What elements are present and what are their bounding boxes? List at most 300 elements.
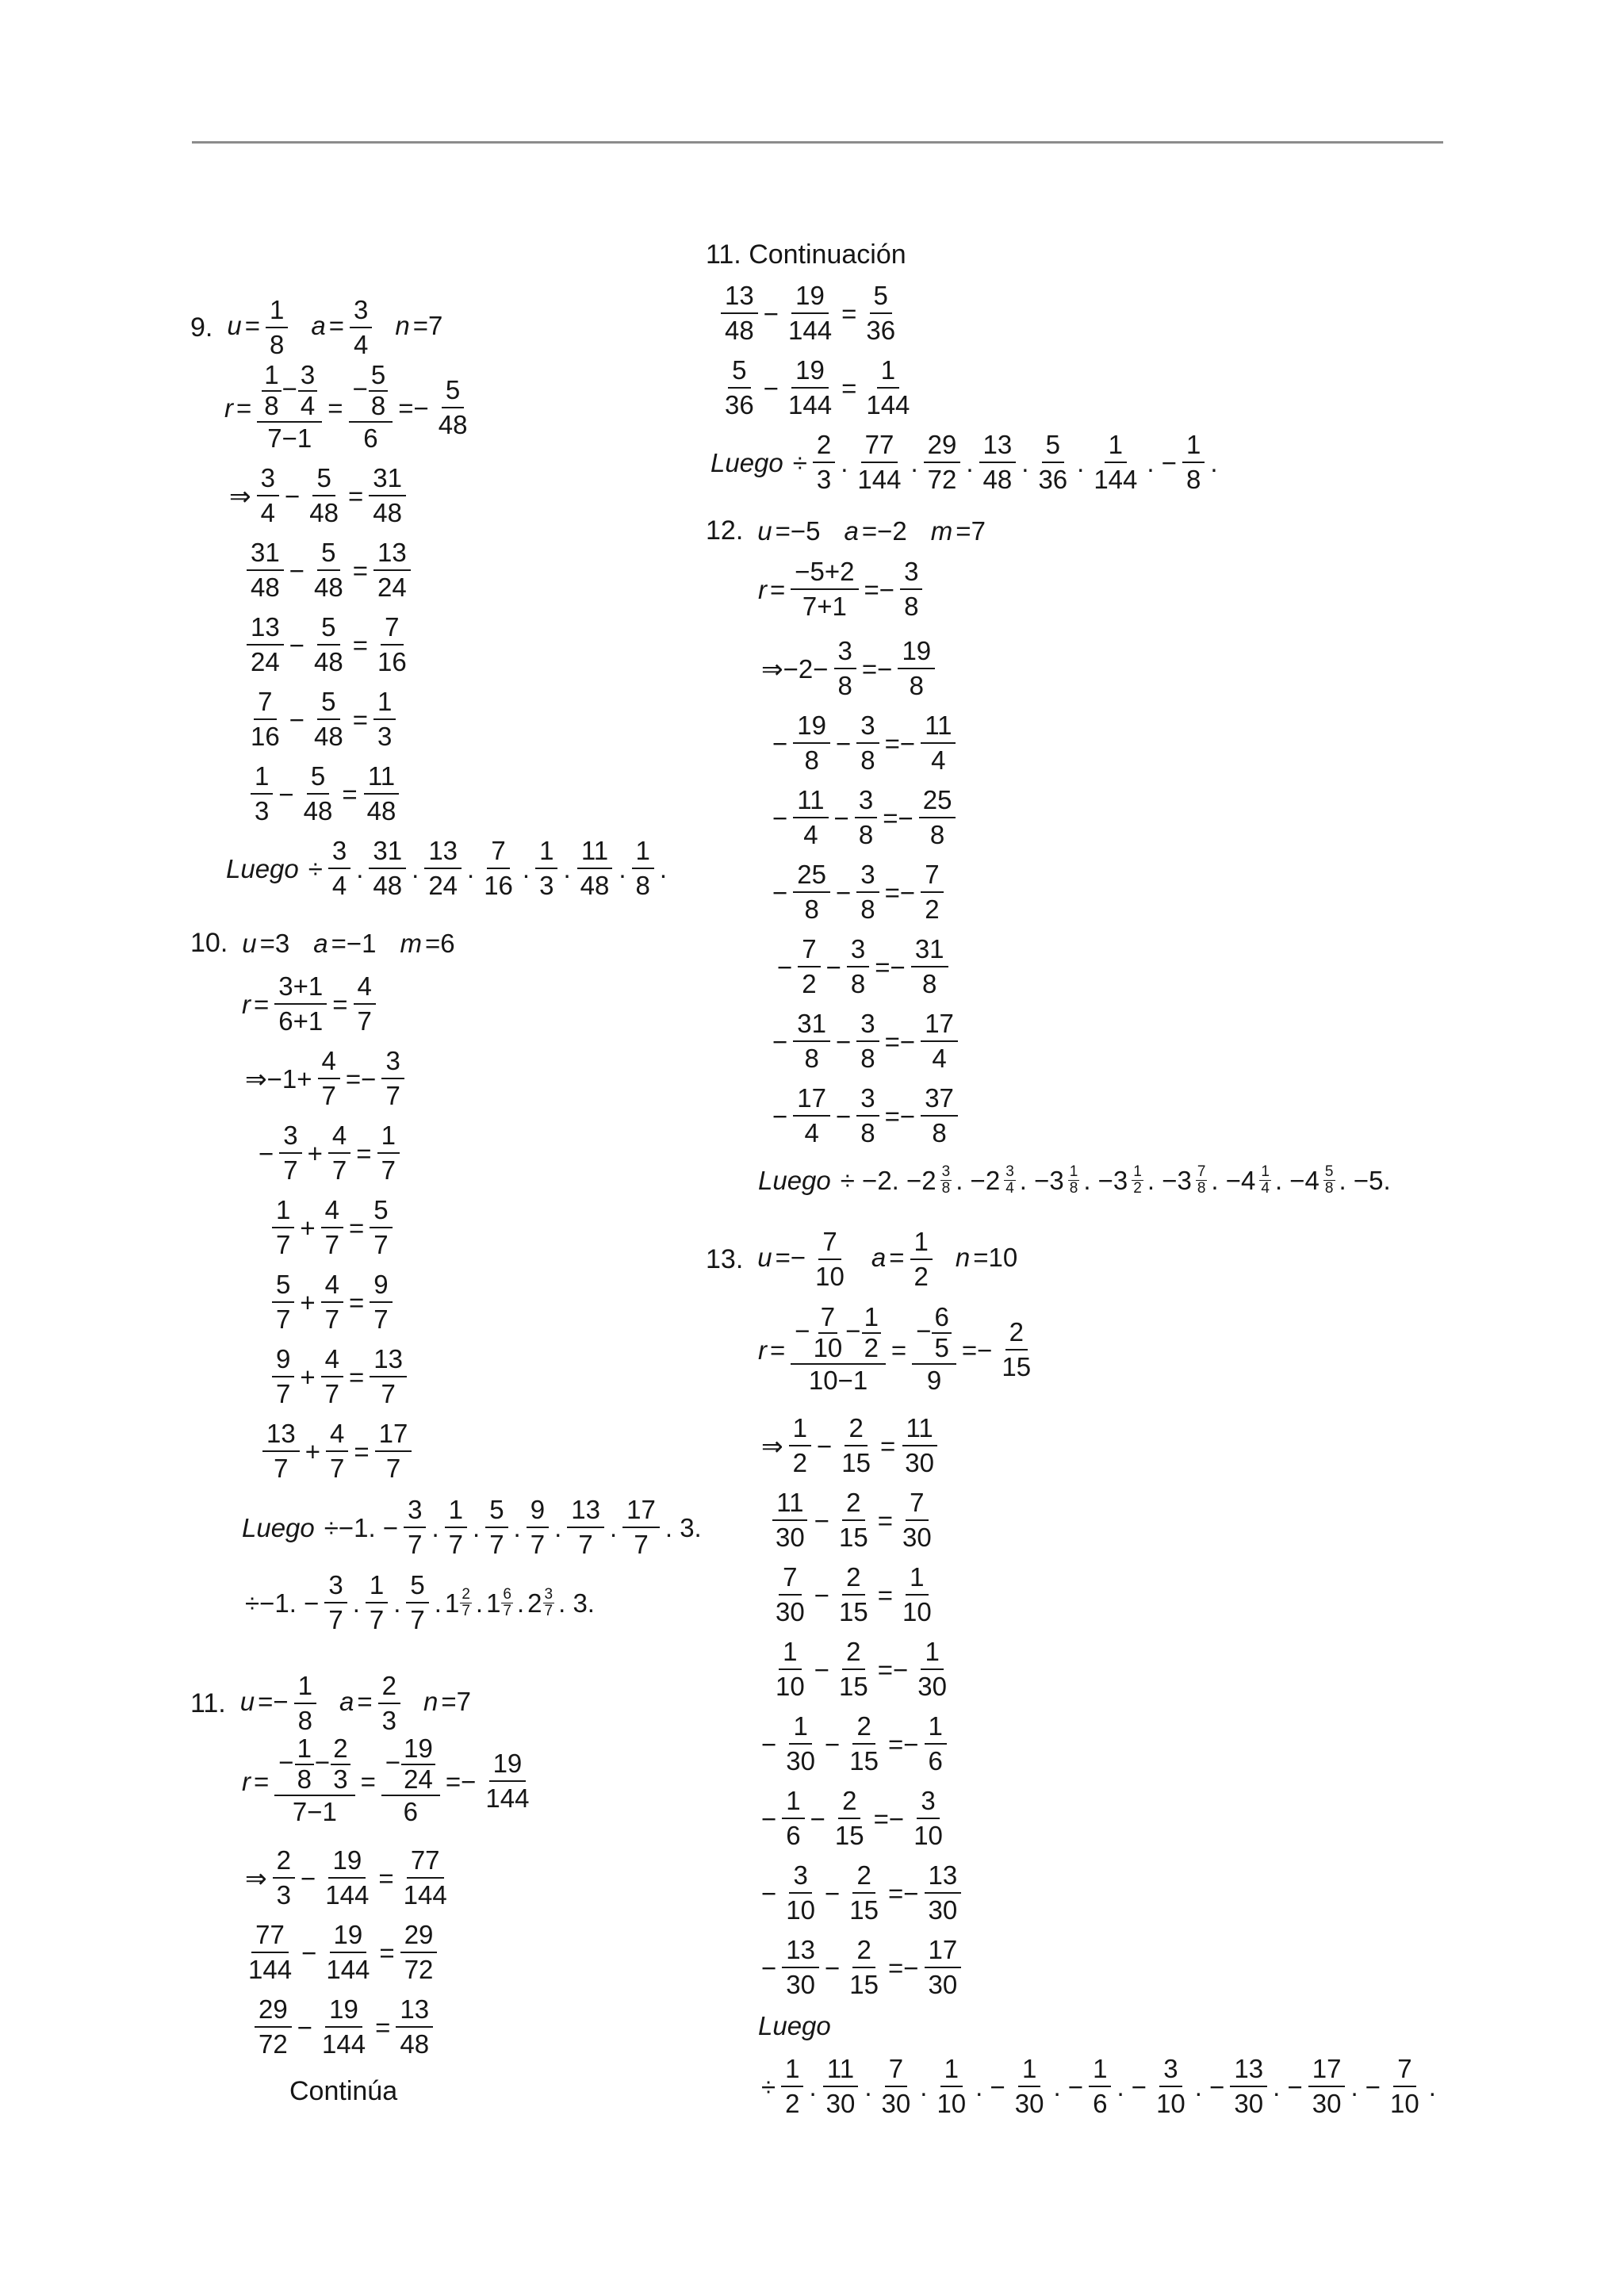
operator-text: − xyxy=(810,1803,825,1833)
operator-text: . xyxy=(412,853,419,883)
fraction xyxy=(835,1635,872,1703)
operator-text: . xyxy=(522,853,530,883)
fraction xyxy=(370,1343,407,1411)
numerator: 7 xyxy=(906,1486,928,1521)
fraction xyxy=(925,1933,962,2002)
denominator: 8 xyxy=(941,1179,951,1197)
denominator: 7+1 xyxy=(802,592,847,622)
fraction xyxy=(898,634,935,703)
numerator: 1 xyxy=(632,834,654,869)
numerator: 17 xyxy=(375,1417,412,1452)
variable: a xyxy=(311,310,326,340)
operator-text: ÷ −2. −2 xyxy=(840,1165,936,1195)
fraction xyxy=(782,1784,804,1852)
header-rule xyxy=(192,141,1443,144)
operator-text: . − xyxy=(1053,2071,1084,2101)
ex9-result xyxy=(226,834,670,902)
denominator: 8 xyxy=(1069,1179,1078,1197)
operator-text: − xyxy=(772,803,788,833)
operator-text: =− xyxy=(884,1101,916,1131)
denominator: 9 xyxy=(926,1365,942,1395)
denominator: 6 xyxy=(786,1821,801,1851)
operator-text: = xyxy=(349,1362,365,1392)
operator-text: . xyxy=(554,1512,562,1542)
fraction xyxy=(501,1587,513,1619)
fraction xyxy=(811,1303,845,1363)
whole-part: 1 xyxy=(486,1588,501,1618)
numerator: 1 xyxy=(272,1193,294,1228)
denominator: 6 xyxy=(928,1746,943,1776)
operator-text: . xyxy=(659,853,668,883)
numerator: 13 xyxy=(925,1859,962,1894)
luego-label: Luego xyxy=(758,1165,831,1195)
numerator: 11 xyxy=(793,783,828,818)
operator-text: . xyxy=(841,447,848,477)
fraction xyxy=(310,685,347,753)
denominator: 48 xyxy=(366,796,396,826)
operator-text: . xyxy=(809,2071,817,2101)
numerator: 3 xyxy=(1159,2052,1182,2087)
denominator: 7 xyxy=(324,1230,339,1260)
fraction xyxy=(279,1119,301,1187)
numerator: 5 xyxy=(728,354,750,389)
fraction xyxy=(900,555,922,623)
denominator: 36 xyxy=(725,390,754,420)
numerator: 3 xyxy=(900,555,922,590)
numerator: 7 xyxy=(779,1561,801,1596)
fraction xyxy=(328,834,350,902)
denominator: 30 xyxy=(825,2089,856,2119)
ex12-result xyxy=(758,1164,1394,1197)
minus-sign: − xyxy=(278,1747,294,1777)
numerator: 3 xyxy=(941,1163,951,1180)
denominator: 2 xyxy=(792,1448,808,1478)
fraction xyxy=(244,1918,296,1986)
fraction xyxy=(480,834,517,902)
compound-fraction xyxy=(381,1734,440,1828)
ex11-step xyxy=(252,1993,435,2061)
fraction xyxy=(321,1844,373,1912)
operator-text: = xyxy=(880,1431,896,1461)
ex13-step xyxy=(769,1635,953,1703)
fraction xyxy=(856,1007,879,1075)
denominator: 15 xyxy=(1002,1352,1032,1382)
numerator: 3 xyxy=(1005,1163,1014,1180)
numerator: 9 xyxy=(370,1268,392,1303)
denominator: 144 xyxy=(866,390,910,420)
operator-text: = xyxy=(356,1138,372,1168)
ex11-ratio xyxy=(242,1734,535,1828)
denominator: 48 xyxy=(982,465,1013,495)
denominator: 15 xyxy=(849,1746,879,1776)
fraction xyxy=(791,555,858,623)
numerator: 5 xyxy=(1042,428,1064,463)
numerator: 2 xyxy=(845,1412,867,1446)
operator-text: − xyxy=(836,1026,852,1056)
fraction xyxy=(831,1784,868,1852)
numerator: 7 xyxy=(818,1225,841,1260)
operator-text: − xyxy=(289,555,304,585)
numerator: 9 xyxy=(272,1343,294,1377)
ex9-given xyxy=(227,293,446,362)
numerator: 11 xyxy=(577,834,612,869)
fraction xyxy=(321,1193,343,1262)
denominator: 3 xyxy=(381,1706,397,1736)
numerator xyxy=(912,1303,956,1365)
fraction xyxy=(272,1343,294,1411)
numerator: 3 xyxy=(917,1784,939,1819)
compound-fraction xyxy=(257,361,322,454)
denominator: 7 xyxy=(321,1081,336,1111)
ex13-step xyxy=(758,1859,963,1927)
operator-text: − xyxy=(825,1878,841,1908)
numerator: 5 xyxy=(312,462,335,496)
operator-text: ⇒ xyxy=(229,481,251,511)
fraction xyxy=(481,1747,533,1815)
denominator: 15 xyxy=(839,1523,868,1553)
operator-text: ⇒ xyxy=(245,1863,267,1893)
fraction xyxy=(845,1933,883,2002)
denominator: 10 xyxy=(786,1895,815,1925)
denominator: 30 xyxy=(1014,2089,1044,2119)
operator-text: =− xyxy=(888,1729,919,1759)
operator-text: = xyxy=(352,555,368,585)
numerator: 5 xyxy=(485,1493,508,1528)
fraction xyxy=(921,1007,958,1075)
denominator: 4 xyxy=(803,820,818,850)
numerator: 2 xyxy=(838,1784,860,1819)
operator-text: = xyxy=(352,630,368,660)
ex11-number: 11. xyxy=(190,1688,226,1719)
denominator: 10−1 xyxy=(808,1365,868,1395)
operator-text: . − xyxy=(1194,2071,1225,2101)
operator-text: =− xyxy=(884,1026,916,1056)
fraction xyxy=(998,1316,1035,1384)
continua-label: Continúa xyxy=(289,2076,398,2106)
fraction xyxy=(370,1268,392,1336)
fraction xyxy=(366,1569,388,1637)
ex11c-step xyxy=(718,354,916,422)
ex13-number: 13. xyxy=(706,1244,744,1275)
fraction xyxy=(377,1119,400,1187)
numerator: 3 xyxy=(328,834,350,869)
denominator: 7 xyxy=(410,1605,425,1635)
denominator: 8 xyxy=(804,745,819,776)
numerator: 2 xyxy=(852,1859,875,1894)
whole-part: 1 xyxy=(444,1588,460,1618)
denominator: 30 xyxy=(786,1746,815,1776)
numerator: 1 xyxy=(940,2052,963,2087)
numerator: 1 xyxy=(366,1569,388,1603)
fraction xyxy=(813,428,835,496)
luego-label: Luego xyxy=(242,1512,315,1542)
fraction xyxy=(835,1561,872,1629)
denominator: 10 xyxy=(776,1672,805,1702)
fraction xyxy=(925,1710,947,1778)
operator-text: . xyxy=(356,853,364,883)
denominator: 48 xyxy=(309,498,339,528)
fraction xyxy=(295,1734,314,1795)
operator-text: + xyxy=(300,1362,316,1392)
denominator: 30 xyxy=(1234,2089,1264,2119)
ex11c-step xyxy=(718,279,902,347)
fraction xyxy=(370,1193,392,1262)
denominator: 10 xyxy=(813,1332,843,1362)
operator-text: − xyxy=(763,373,779,403)
fraction xyxy=(921,858,943,926)
denominator: 144 xyxy=(403,1880,447,1910)
fraction xyxy=(381,1044,404,1113)
fraction xyxy=(932,1303,951,1363)
ex13-step xyxy=(758,1784,949,1852)
mixed-number xyxy=(1003,1164,1017,1197)
numerator: 1 xyxy=(295,1734,314,1765)
fraction xyxy=(324,1569,347,1637)
operator-text: − xyxy=(825,1729,841,1759)
compound-fraction xyxy=(349,361,393,454)
variable: n xyxy=(423,1686,439,1716)
denominator: 3 xyxy=(276,1880,292,1910)
operator-text: . −4 xyxy=(1274,1165,1320,1195)
denominator: 8 xyxy=(858,820,874,850)
denominator: 8 xyxy=(837,671,852,701)
denominator: 16 xyxy=(484,871,513,901)
denominator: 36 xyxy=(1038,465,1068,495)
whole-part: 2 xyxy=(527,1588,542,1618)
fraction xyxy=(822,2052,860,2121)
denominator: 8 xyxy=(850,969,866,999)
operator-text: . xyxy=(513,1512,521,1542)
numerator: 7 xyxy=(921,858,943,893)
ex10-result-mixed xyxy=(242,1569,598,1637)
operator-text: − xyxy=(814,1505,829,1535)
fraction xyxy=(310,536,347,604)
fraction xyxy=(1182,428,1205,496)
fraction xyxy=(862,279,899,347)
numerator: 2 xyxy=(842,1635,864,1670)
fraction xyxy=(247,611,284,679)
numerator: 2 xyxy=(1005,1316,1028,1350)
fraction xyxy=(856,1082,879,1150)
numerator: 3+1 xyxy=(274,970,327,1005)
numerator: 19 xyxy=(330,1918,367,1953)
denominator: 2 xyxy=(914,1262,929,1292)
numerator: 31 xyxy=(247,536,284,571)
operator-text: ÷−1. − xyxy=(245,1588,320,1618)
denominator: 48 xyxy=(373,498,403,528)
denominator: 2 xyxy=(1133,1179,1142,1197)
numerator: 4 xyxy=(326,1417,348,1452)
numerator: 1 xyxy=(921,1635,943,1670)
ex12-step xyxy=(774,933,951,1001)
operator-text: − xyxy=(772,1101,788,1131)
numerator: 1 xyxy=(1018,2052,1040,2087)
fraction xyxy=(979,428,1017,496)
denominator: 8 xyxy=(264,390,279,420)
denominator: 8 xyxy=(635,871,650,901)
fraction xyxy=(1090,428,1141,496)
denominator: 144 xyxy=(326,1955,370,1985)
numerator: 5 xyxy=(272,1268,294,1303)
numerator: 1 xyxy=(910,1225,933,1260)
operator-text: . xyxy=(619,853,626,883)
mixed-number xyxy=(1131,1164,1144,1197)
fraction xyxy=(247,536,284,604)
mixed-number xyxy=(1067,1164,1081,1197)
operator-text: − xyxy=(761,1803,777,1833)
ex12-step xyxy=(769,1007,960,1075)
operator-text: = xyxy=(770,1335,786,1365)
fraction xyxy=(856,858,879,926)
numerator: 7 xyxy=(1393,2052,1415,2087)
numerator: 4 xyxy=(321,1343,343,1377)
denominator: 30 xyxy=(881,2089,911,2119)
denominator: 30 xyxy=(917,1672,947,1702)
denominator: 2 xyxy=(925,895,940,925)
fraction xyxy=(272,1268,294,1336)
denominator: 144 xyxy=(1094,465,1138,495)
fraction xyxy=(274,970,327,1038)
denominator: 2 xyxy=(864,1332,879,1362)
numerator: 13 xyxy=(262,1417,300,1452)
numerator: 1 xyxy=(251,760,273,795)
ex12-step xyxy=(758,634,937,703)
ex9-step xyxy=(244,611,413,679)
numerator: 3 xyxy=(847,933,869,967)
numerator: 7 xyxy=(885,2052,907,2087)
fraction xyxy=(363,760,400,828)
numerator: 1 xyxy=(1089,2052,1111,2087)
numerator: 13 xyxy=(567,1493,604,1528)
ex12-header xyxy=(706,517,989,544)
denominator: 7 xyxy=(634,1530,649,1560)
operator-text: =− xyxy=(877,1654,909,1684)
ex13-header xyxy=(706,1225,1021,1293)
fraction xyxy=(910,1784,947,1852)
operator-text: . xyxy=(434,1588,442,1618)
denominator: 30 xyxy=(1312,2089,1342,2119)
fraction xyxy=(369,361,388,421)
numerator xyxy=(349,361,393,423)
operator-text: . − xyxy=(1116,2071,1147,2101)
numerator: 1 xyxy=(1105,428,1127,463)
ex13-luego-label: Luego xyxy=(758,2011,831,2040)
fraction xyxy=(1089,2052,1111,2121)
fraction xyxy=(251,760,273,828)
numerator: 6 xyxy=(503,1585,511,1603)
mixed-number xyxy=(1258,1164,1272,1197)
numerator: 13 xyxy=(247,611,284,646)
denominator: 48 xyxy=(373,871,403,901)
numerator: 3 xyxy=(544,1585,553,1603)
operator-text: ÷ xyxy=(761,2071,776,2101)
numerator: 1 xyxy=(782,1784,804,1819)
operator-text: =−1 xyxy=(331,928,377,958)
operator-text: . − xyxy=(975,2071,1005,2101)
denominator: 30 xyxy=(786,1970,815,2000)
fraction xyxy=(435,374,472,442)
numerator: 9 xyxy=(527,1493,549,1528)
operator-text: . xyxy=(1077,447,1085,477)
operator-text: + xyxy=(300,1287,316,1317)
ex9-step xyxy=(248,760,402,828)
fraction xyxy=(933,2052,970,2121)
denominator: 24 xyxy=(404,1764,433,1794)
mixed-number xyxy=(445,1587,473,1619)
ex11c-result xyxy=(710,428,1221,496)
numerator: 2 xyxy=(378,1669,400,1704)
operator-text: − xyxy=(761,1729,777,1759)
operator-text: = xyxy=(349,1287,365,1317)
denominator: 15 xyxy=(834,1821,864,1851)
fraction xyxy=(326,1417,348,1485)
ex13-step xyxy=(758,1933,963,2002)
fraction xyxy=(378,1669,400,1737)
ex9-step xyxy=(226,462,408,530)
denominator: 7 xyxy=(408,1530,423,1560)
variable: m xyxy=(930,515,953,546)
numerator: 1 xyxy=(1261,1163,1270,1180)
operator-text: + xyxy=(307,1138,323,1168)
numerator: 3 xyxy=(298,361,317,392)
numerator: 7 xyxy=(1197,1163,1206,1180)
operator-text: ⇒−2− xyxy=(761,653,829,684)
denominator: 3 xyxy=(539,871,554,901)
numerator: 37 xyxy=(921,1082,958,1117)
operator-text: = xyxy=(348,481,364,511)
denominator: 7 xyxy=(385,1454,401,1484)
fraction xyxy=(298,361,317,421)
fraction xyxy=(847,933,869,1001)
minus-sign: − xyxy=(795,1316,810,1346)
numerator: 3 xyxy=(856,858,879,893)
operator-text: =− xyxy=(883,803,914,833)
denominator: 3 xyxy=(377,722,393,752)
fraction xyxy=(898,1561,936,1629)
fraction xyxy=(835,1486,872,1554)
operator-text: = xyxy=(354,1436,370,1466)
numerator: 19 xyxy=(793,709,830,744)
numerator: 31 xyxy=(911,933,948,967)
fraction xyxy=(273,1844,295,1912)
numerator: 13 xyxy=(370,1343,407,1377)
numerator: 1 xyxy=(1182,428,1205,463)
operator-text: =7 xyxy=(956,515,986,546)
numerator xyxy=(381,1734,440,1796)
ex12-ratio xyxy=(758,555,925,623)
variable: n xyxy=(955,1242,971,1272)
denominator: 24 xyxy=(251,647,280,677)
fraction xyxy=(354,970,376,1038)
fraction xyxy=(1011,2052,1048,2121)
operator-text: . −3 xyxy=(1147,1165,1192,1195)
ex10-ratio xyxy=(242,970,378,1038)
variable: u xyxy=(239,1686,255,1716)
denominator: 8 xyxy=(860,1044,875,1074)
operator-text: . xyxy=(517,1588,525,1618)
operator-text: . −5. xyxy=(1339,1165,1391,1195)
denominator: 8 xyxy=(904,592,919,622)
denominator: 30 xyxy=(776,1597,805,1627)
fraction xyxy=(424,834,462,902)
operator-text: − xyxy=(301,1863,316,1893)
fraction xyxy=(305,462,343,530)
denominator: 15 xyxy=(839,1672,868,1702)
numerator: 19 xyxy=(489,1747,527,1782)
denominator: 30 xyxy=(905,1448,935,1478)
operator-text: . xyxy=(393,1588,401,1618)
luego-label: Luego xyxy=(226,853,299,883)
